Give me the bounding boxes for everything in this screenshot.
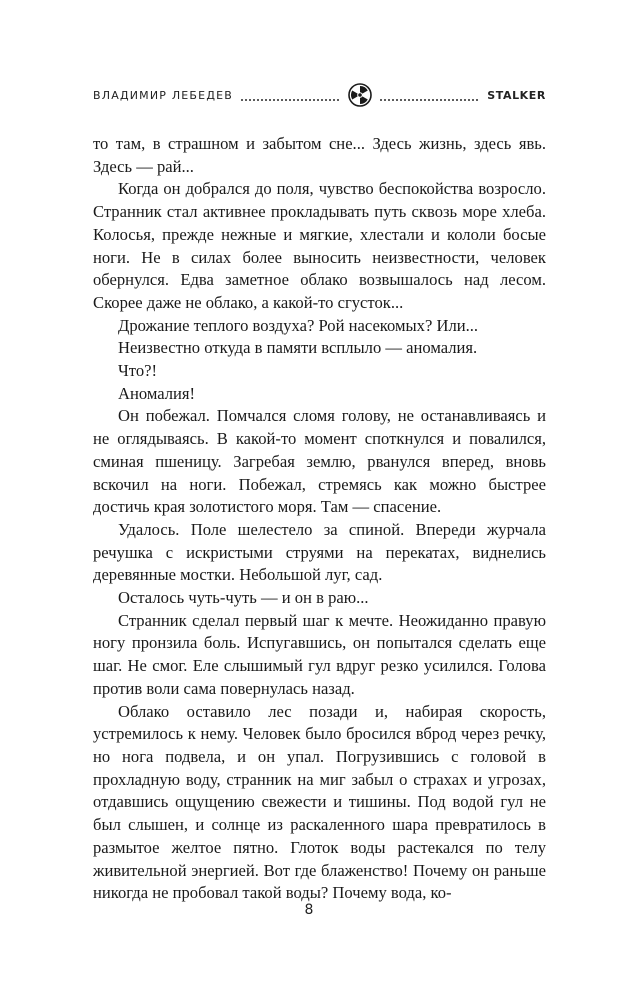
paragraph: Аномалия! xyxy=(118,383,196,403)
header-dotted-leader-right xyxy=(379,99,480,101)
paragraph: Когда он добрался до поля, чувство беспокойства возросло. Странник стал активнее прокладывать путь сквозь море хлеба. Колосья, прежде нежные и мягкие, хлестали и кололи босые ноги. Не в силах более выносить неизвестности, человек обернулся. Едва заметное облако возвышалось над лесом. Скорее даже не облако, а какой-то сгусток... xyxy=(93,179,546,312)
paragraph: Он побежал. Помчался сломя голову, не останавливаясь и не оглядываясь. В какой-то момент споткнулся и повалился, сминая пшеницу. Загребая землю, рванулся вперед, вновь вскочил на ноги. Побежал, стремясь как можно быстрее достичь края золотистого моря. Там — спасение. xyxy=(93,406,546,517)
paragraph: Облако оставило лес позади и, набирая скорость, устремилось к нему. Человек было бросился вброд через речку, но нога подвела, и он упал. Погрузившись с головой в прохладную воду, странник на миг забыл о страхах и угрозах, отдавшись ощущению свежести и тишины. Под водой гул не был слышен, и солнце из раскаленного шара превратилось в размытое желтое пятно. Глоток воды растекался по телу живительной энергией. Вот где блаженство! Почему он раньше никогда не пробовал такой воды? Почему вода, ко- xyxy=(93,701,546,903)
running-header xyxy=(93,82,546,108)
paragraph: Странник сделал первый шаг к мечте. Неожиданно правую ногу пронзила боль. Испугавшись, он попытался сделать еще шаг. Не смог. Еле слышимый гул вдруг резко усилился. Голова против воли сама повернулась назад. xyxy=(93,610,546,698)
paragraph: Неизвестно откуда в памяти всплыло — аномалия. xyxy=(118,338,478,358)
radiation-icon xyxy=(348,83,372,107)
page-number: 8 xyxy=(304,902,314,918)
body-text xyxy=(93,133,546,905)
paragraph: Удалось. Поле шелестело за спиной. Впереди журчала речушка с искристыми струями на перекатах, виднелись деревянные мостки. Небольшой луг, сад. xyxy=(93,519,546,585)
paragraph: Дрожание теплого воздуха? Рой насекомых? Или... xyxy=(118,315,479,335)
paragraph: Осталось чуть-чуть — и он в раю... xyxy=(118,588,369,608)
header-series: STALKER xyxy=(487,88,546,102)
header-author: ВЛАДИМИР ЛЕБЕДЕВ xyxy=(93,88,234,102)
header-dotted-leader-left xyxy=(240,99,341,101)
paragraph: Что?! xyxy=(118,361,158,381)
paragraph: то там, в страшном и забытом сне... Здесь жизнь, здесь явь. Здесь — рай... xyxy=(93,134,546,176)
